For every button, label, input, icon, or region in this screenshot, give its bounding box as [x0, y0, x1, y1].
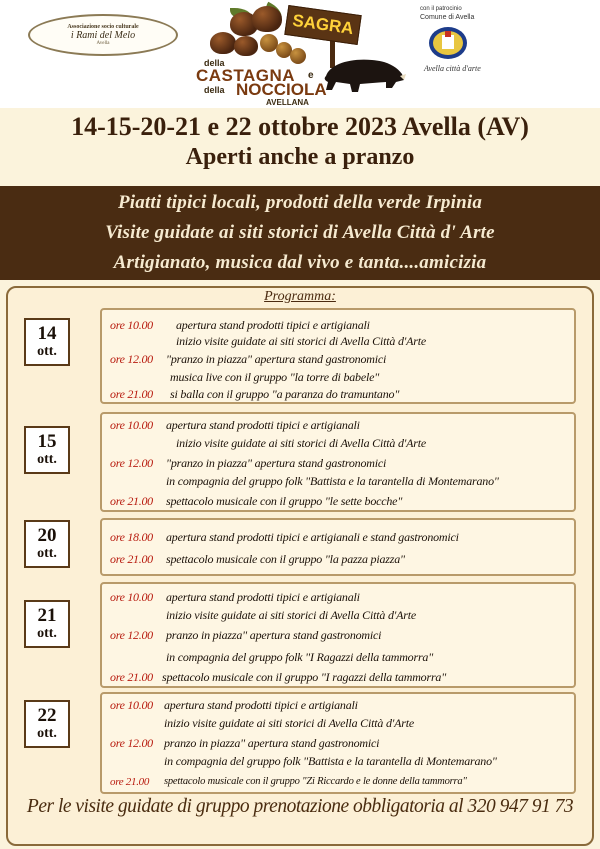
event-time: ore 21.00	[110, 776, 150, 788]
highlights-banner	[0, 186, 600, 280]
event-text: spettacolo musicale con il gruppo "I ragazzi della tammorra"	[162, 670, 447, 684]
event-text: inizio visite guidate ai siti storici di Avella Città d'Arte	[164, 716, 415, 730]
event-time: ore 10.00	[110, 418, 153, 432]
chestnut-icon	[210, 32, 236, 54]
day-box-21	[24, 600, 70, 648]
event-time: ore 21.00	[110, 494, 153, 508]
title-della: della	[204, 58, 225, 68]
day-number: 21	[37, 605, 57, 626]
event-text: spettacolo musicale con il gruppo "Zi Riccardo e le donne della tammorra"	[164, 776, 467, 787]
event-text: musica live con il gruppo "la torre di babele"	[170, 370, 380, 384]
day-number: 15	[37, 431, 57, 452]
day-number: 20	[37, 525, 57, 546]
event-text: inizio visite guidate ai siti storici di Avella Città d'Arte	[176, 334, 427, 348]
events-box-20	[100, 518, 576, 576]
day-month: ott.	[37, 344, 57, 359]
day-number: 14	[37, 323, 57, 344]
event-text: pranzo in piazza" apertura stand gastronomici	[164, 736, 380, 750]
program-title: Programma:	[264, 289, 336, 304]
patronage-municipality: Comune di Avella	[420, 14, 475, 21]
event-time: ore 12.00	[110, 352, 153, 366]
event-time: ore 21.00	[110, 552, 153, 566]
event-dates: 14-15-20-21 e 22 ottobre 2023 Avella (AV)	[71, 112, 529, 141]
booking-note: Per le visite guidate di gruppo prenotazione obbligatoria al 320 947 91 73	[26, 796, 574, 817]
day-number: 22	[37, 705, 57, 726]
event-text: spettacolo musicale con il gruppo "la pazza piazza"	[166, 552, 405, 566]
event-text: inizio visite guidate ai siti storici di Avella Città d'Arte	[176, 436, 427, 450]
event-text: apertura stand prodotti tipici e artigianali e stand gastronomici	[166, 530, 459, 544]
chestnut-icon	[234, 36, 258, 56]
association-name: i Rami del Melo	[70, 30, 136, 41]
event-text: spettacolo musicale con il gruppo "le sette bocche"	[166, 494, 403, 508]
banner-line-2: Visite guidate ai siti storici di Avella Città d' Arte	[105, 222, 495, 243]
title-nocciola: NOCCIOLA	[236, 80, 327, 99]
patronage	[420, 6, 520, 76]
event-text: si balla con il gruppo "a paranza do tramuntano"	[170, 387, 400, 401]
hazelnut-icon	[290, 48, 306, 64]
event-time: ore 10.00	[110, 318, 153, 332]
title-e: e	[308, 70, 314, 81]
association-line3: Avella	[96, 41, 110, 46]
event-time: ore 18.00	[110, 530, 153, 544]
open-lunch-headline: Aperti anche a pranzo	[185, 144, 415, 170]
event-text: "pranzo in piazza" apertura stand gastronomici	[166, 456, 387, 470]
event-text: apertura stand prodotti tipici e artigianali	[164, 698, 358, 712]
title-avellana: AVELLANA	[266, 98, 309, 107]
day-month: ott.	[37, 546, 57, 561]
day-month: ott.	[37, 726, 57, 741]
banner-line-3: Artigianato, musica dal vivo e tanta....amicizia	[113, 252, 487, 273]
event-time: ore 10.00	[110, 698, 153, 712]
municipal-crest-icon	[428, 26, 468, 60]
event-text: pranzo in piazza" apertura stand gastronomici	[166, 628, 382, 642]
patronage-motto: Avella città d'arte	[424, 64, 481, 73]
event-time: ore 12.00	[110, 628, 153, 642]
event-text: in compagnia del gruppo folk "I Ragazzi della tammorra"	[166, 650, 434, 664]
sagra-sign: SAGRA	[284, 5, 361, 45]
event-text: inizio visite guidate ai siti storici di Avella Città d'Arte	[166, 608, 417, 622]
day-month: ott.	[37, 626, 57, 641]
event-text: apertura stand prodotti tipici e artigianali	[166, 590, 360, 604]
event-text: apertura stand prodotti tipici e artigianali	[166, 418, 360, 432]
banner-line-1: Piatti tipici locali, prodotti della verde Irpinia	[117, 192, 483, 213]
event-time: ore 21.00	[110, 670, 153, 684]
day-box-20	[24, 520, 70, 568]
day-box-14	[24, 318, 70, 366]
chestnut-icon	[252, 6, 282, 32]
header	[0, 0, 600, 108]
sagra-logo	[190, 2, 410, 106]
association-line1: Associazione socio culturale	[67, 24, 139, 30]
event-time: ore 21.00	[110, 387, 153, 401]
day-box-15	[24, 426, 70, 474]
event-text: "pranzo in piazza" apertura stand gastronomici	[166, 352, 387, 366]
patronage-line1: con il patrocinio	[420, 6, 462, 12]
event-time: ore 12.00	[110, 456, 153, 470]
title-della-2: della	[204, 85, 225, 95]
event-text: apertura stand prodotti tipici e artigianali	[176, 318, 370, 332]
event-time: ore 12.00	[110, 736, 153, 750]
association-logo	[28, 14, 178, 56]
event-text: in compagnia del gruppo folk "Battista e la tarantella di Montemarano"	[166, 474, 499, 488]
title-castagna: CASTAGNA	[196, 66, 296, 85]
event-text: in compagnia del gruppo folk "Battista e la tarantella di Montemarano"	[164, 754, 497, 768]
event-time: ore 10.00	[110, 590, 153, 604]
day-month: ott.	[37, 452, 57, 467]
day-box-22	[24, 700, 70, 748]
boar-icon	[320, 52, 406, 96]
